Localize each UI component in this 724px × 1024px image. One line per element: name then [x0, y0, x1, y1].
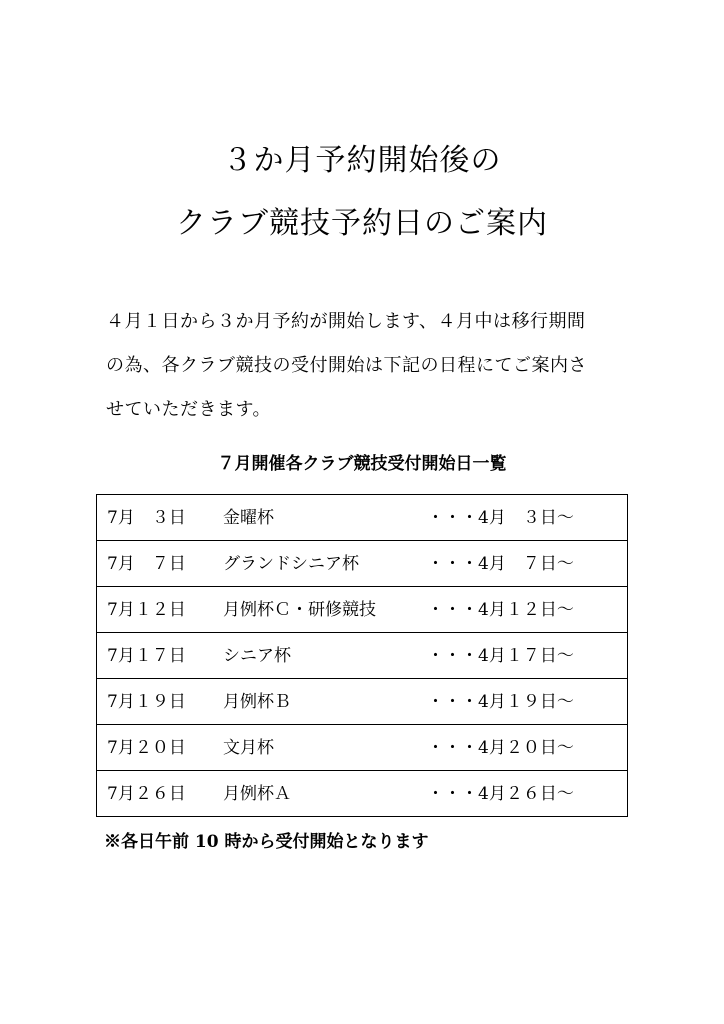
competition-name: 月例杯Ｃ・研修競技: [223, 600, 376, 620]
title-line-1: ３か月予約開始後の: [222, 143, 502, 178]
intro-line: せていただきます。: [106, 399, 272, 420]
reservation-open-date: ・・・4月２０日～: [427, 738, 574, 758]
competition-name: 文月杯: [223, 738, 274, 758]
competition-name: グランドシニア杯: [223, 554, 359, 574]
reception-time-note: ※各日午前 10 時から受付開始となります: [104, 832, 429, 852]
reservation-open-date: ・・・4月１７日～: [427, 646, 574, 666]
competition-name: 金曜杯: [223, 508, 274, 528]
table-row: [97, 771, 627, 817]
reservation-open-date: ・・・4月 ３日～: [427, 508, 574, 528]
competition-name: 月例杯Ａ: [223, 784, 291, 804]
table-caption: ７月開催各クラブ競技受付開始日一覧: [217, 454, 507, 474]
competition-date: 7月２０日: [107, 738, 186, 758]
intro-line: の為、各クラブ競技の受付開始は下記の日程にてご案内さ: [106, 355, 587, 376]
competition-name: シニア杯: [223, 646, 291, 666]
table-row: [97, 725, 627, 771]
competition-name: 月例杯Ｂ: [223, 692, 291, 712]
competition-date: 7月 ７日: [107, 554, 186, 574]
competition-date: 7月 ３日: [107, 508, 186, 528]
table-row: [97, 495, 627, 541]
reservation-open-date: ・・・4月２６日～: [427, 784, 574, 804]
competition-date: 7月１９日: [107, 692, 186, 712]
table-row: [97, 541, 627, 587]
competition-date: 7月２６日: [107, 784, 186, 804]
title-line-2: クラブ競技予約日のご案内: [176, 206, 548, 241]
intro-line: ４月１日から３か月予約が開始します、４月中は移行期間: [106, 311, 586, 332]
table-row: [97, 587, 627, 633]
table-row: [97, 633, 627, 679]
competition-date: 7月１２日: [107, 600, 186, 620]
table-row: [97, 679, 627, 725]
reservation-open-date: ・・・4月１９日～: [427, 692, 574, 712]
reservation-open-date: ・・・4月１２日～: [427, 600, 574, 620]
competition-date: 7月１７日: [107, 646, 186, 666]
intro-paragraph: [106, 300, 626, 432]
reservation-open-date: ・・・4月 ７日～: [427, 554, 574, 574]
schedule-table: [96, 494, 628, 817]
